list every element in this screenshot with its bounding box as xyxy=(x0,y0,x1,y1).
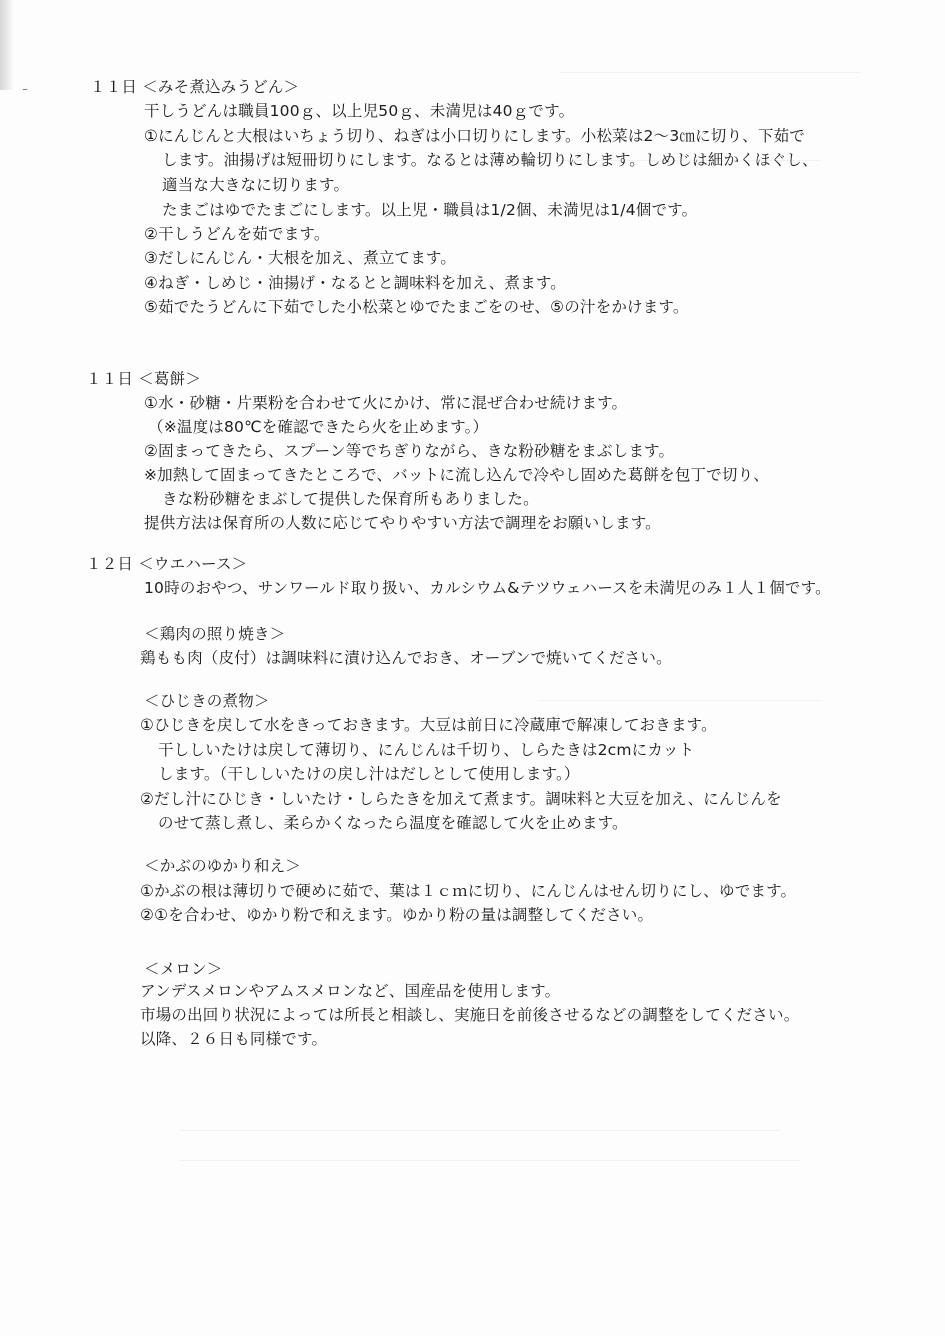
margin-mark: – xyxy=(22,82,29,96)
recipe-line: ⑤茹でたうどんに下茹でした小松菜とゆでたまごをのせ、⑤の汁をかけます。 xyxy=(144,298,689,316)
recipe-line: 干ししいたけは戻して薄切り、にんじんは千切り、しらたきは2cmにカット xyxy=(158,741,695,759)
recipe-line: ②干しうどんを茹でます。 xyxy=(144,225,330,243)
subsection-heading: ＜ひじきの煮物＞ xyxy=(144,692,270,710)
recipe-line: ①ひじきを戻して水をきっておきます。大豆は前日に冷蔵庫で解凍しておきます。 xyxy=(140,716,717,734)
section-heading: １１日 ＜葛餅＞ xyxy=(86,370,202,388)
recipe-line: 提供方法は保育所の人数に応じてやりやすい方法で調理をお願いします。 xyxy=(144,514,661,532)
recipe-line: たまごはゆでたまごにします。以上児・職員は1/2個、未満児は1/4個です。 xyxy=(162,201,698,219)
recipe-line: します。油揚げは短冊切りにします。なるとは薄め輪切りにします。しめじは細かくほぐし、 xyxy=(162,151,818,169)
recipe-line: きな粉砂糖をまぶして提供した保育所もありました。 xyxy=(162,490,539,508)
section-heading: １２日 ＜ウエハース＞ xyxy=(86,555,248,573)
recipe-line: ④ねぎ・しめじ・油揚げ・なるとと調味料を加え、煮ます。 xyxy=(144,274,566,292)
recipe-line: ②①を合わせ、ゆかり粉で和えます。ゆかり粉の量は調整してください。 xyxy=(140,906,654,924)
recipe-line: 10時のおやつ、サンワールド取り扱い、カルシウム&テツウェハースを未満児のみ１人１個です。 xyxy=(144,579,831,597)
bleed-through xyxy=(180,1160,800,1169)
recipe-line: 以降、２６日も同様です。 xyxy=(140,1030,328,1048)
recipe-line: 適当な大きなに切ります。 xyxy=(162,176,350,194)
recipe-line: （※温度は80℃を確認できたら火を止めます。） xyxy=(148,418,489,436)
subsection-heading: ＜かぶのゆかり和え＞ xyxy=(144,857,302,875)
recipe-line: 市場の出回り状況によっては所長と相談し、実施日を前後させるなどの調整をしてください。 xyxy=(140,1006,800,1024)
recipe-line: のせて蒸し煮し、柔らかくなったら温度を確認して火を止めます。 xyxy=(158,814,628,832)
recipe-line: します。（干ししいたけの戻し汁はだしとして使用します。） xyxy=(158,765,580,783)
recipe-line: ①水・砂糖・片栗粉を合わせて火にかけ、常に混ぜ合わせ続けます。 xyxy=(144,394,628,412)
section-heading: １１日 ＜みそ煮込みうどん＞ xyxy=(90,78,300,96)
recipe-line: ②だし汁にひじき・しいたけ・しらたきを加えて煮ます。調味料と大豆を加え、にんじんを xyxy=(140,790,782,808)
recipe-line: ①にんじんと大根はいちょう切り、ねぎは小口切りにします。小松菜は2〜3㎝に切り、下茹で xyxy=(144,127,805,145)
recipe-line: アンデスメロンやアムスメロンなど、国産品を使用します。 xyxy=(140,982,561,1000)
recipe-line: 鶏もも肉（皮付）は調味料に漬け込んでおき、オーブンで焼いてください。 xyxy=(140,649,672,667)
recipe-line: ※加熱して固まってきたところで、バットに流し込んで冷やし固めた葛餅を包丁で切り、 xyxy=(144,466,770,484)
subsection-heading: ＜メロン＞ xyxy=(144,960,223,978)
scan-shadow xyxy=(0,0,14,90)
bleed-through xyxy=(560,72,860,81)
subsection-heading: ＜鶏肉の照り焼き＞ xyxy=(144,625,286,643)
bleed-through xyxy=(180,1130,780,1139)
recipe-line: ②固まってきたら、スプーン等でちぎりながら、きな粉砂糖をまぶします。 xyxy=(144,442,675,460)
bleed-through xyxy=(540,700,820,709)
recipe-line: 干しうどんは職員100ｇ、以上児50ｇ、未満児は40ｇです。 xyxy=(144,102,575,120)
recipe-line: ③だしにんじん・大根を加え、煮立てます。 xyxy=(144,249,457,267)
recipe-line: ①かぶの根は薄切りで硬めに茹で、葉は１ｃｍに切り、にんじんはせん切りにし、ゆでます。 xyxy=(140,882,797,900)
